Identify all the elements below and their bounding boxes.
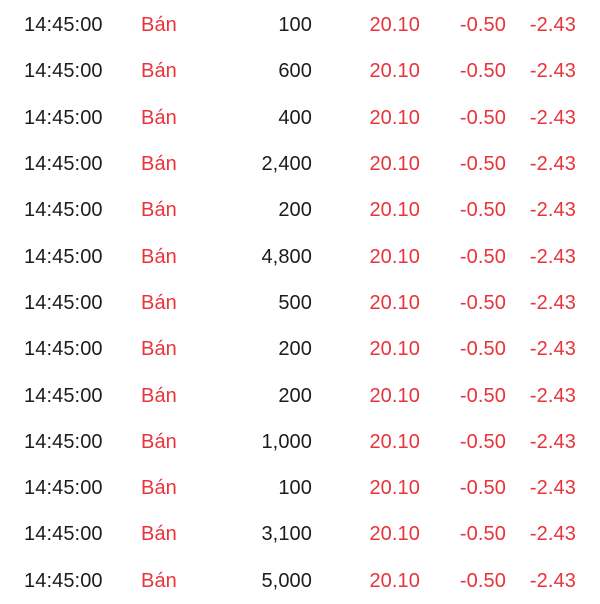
- trade-price: 20.10: [369, 384, 420, 407]
- trade-row[interactable]: [0, 280, 600, 326]
- trade-side: Bán: [141, 338, 177, 361]
- trade-change-percent: -2.43: [529, 569, 576, 592]
- trade-change: -0.50: [459, 338, 506, 361]
- trade-time: 14:45:00: [24, 384, 103, 407]
- trade-row[interactable]: [0, 187, 600, 233]
- trade-change-percent: -2.43: [529, 106, 576, 129]
- trade-change-percent: -2.43: [529, 153, 576, 176]
- trade-volume: 200: [278, 199, 312, 222]
- trade-row[interactable]: [0, 419, 600, 465]
- trade-side: Bán: [141, 14, 177, 37]
- trade-change-percent: -2.43: [529, 338, 576, 361]
- trade-row[interactable]: [0, 511, 600, 557]
- trade-side: Bán: [141, 60, 177, 83]
- trade-change: -0.50: [459, 199, 506, 222]
- trade-change: -0.50: [459, 245, 506, 268]
- trade-volume: 200: [278, 384, 312, 407]
- trade-volume: 500: [278, 291, 312, 314]
- trade-time: 14:45:00: [24, 199, 103, 222]
- trade-change-percent: -2.43: [529, 430, 576, 453]
- trade-price: 20.10: [369, 106, 420, 129]
- trade-side: Bán: [141, 477, 177, 500]
- trade-change: -0.50: [459, 106, 506, 129]
- trade-row[interactable]: [0, 48, 600, 94]
- trade-change-percent: -2.43: [529, 199, 576, 222]
- trade-price: 20.10: [369, 153, 420, 176]
- trade-row[interactable]: [0, 326, 600, 372]
- trade-time: 14:45:00: [24, 245, 103, 268]
- trade-change: -0.50: [459, 14, 506, 37]
- trade-volume: 200: [278, 338, 312, 361]
- trade-change-percent: -2.43: [529, 245, 576, 268]
- trade-price: 20.10: [369, 569, 420, 592]
- trade-change-percent: -2.43: [529, 384, 576, 407]
- trade-side: Bán: [141, 430, 177, 453]
- trade-time: 14:45:00: [24, 60, 103, 83]
- trade-side: Bán: [141, 291, 177, 314]
- trade-change-percent: -2.43: [529, 291, 576, 314]
- trade-price: 20.10: [369, 60, 420, 83]
- trade-time: 14:45:00: [24, 477, 103, 500]
- trade-price: 20.10: [369, 291, 420, 314]
- trade-side: Bán: [141, 384, 177, 407]
- trade-price: 20.10: [369, 523, 420, 546]
- trade-time: 14:45:00: [24, 523, 103, 546]
- trade-price: 20.10: [369, 199, 420, 222]
- trade-volume: 1,000: [261, 430, 312, 453]
- trade-row[interactable]: [0, 372, 600, 418]
- trade-price: 20.10: [369, 430, 420, 453]
- trade-volume: 100: [278, 477, 312, 500]
- trade-volume: 3,100: [261, 523, 312, 546]
- trade-side: Bán: [141, 106, 177, 129]
- trade-row[interactable]: [0, 233, 600, 279]
- trade-price: 20.10: [369, 245, 420, 268]
- trade-change: -0.50: [459, 384, 506, 407]
- trade-change: -0.50: [459, 291, 506, 314]
- trade-change: -0.50: [459, 477, 506, 500]
- trade-row[interactable]: [0, 465, 600, 511]
- trade-volume: 600: [278, 60, 312, 83]
- trade-side: Bán: [141, 569, 177, 592]
- trade-row[interactable]: [0, 2, 600, 48]
- trade-row[interactable]: [0, 141, 600, 187]
- trade-row[interactable]: [0, 558, 600, 604]
- trade-change-percent: -2.43: [529, 523, 576, 546]
- trade-side: Bán: [141, 245, 177, 268]
- trade-change: -0.50: [459, 430, 506, 453]
- trade-change-percent: -2.43: [529, 477, 576, 500]
- trade-volume: 400: [278, 106, 312, 129]
- trade-time: 14:45:00: [24, 14, 103, 37]
- trade-change: -0.50: [459, 153, 506, 176]
- trade-side: Bán: [141, 199, 177, 222]
- trade-time: 14:45:00: [24, 338, 103, 361]
- trade-change-percent: -2.43: [529, 14, 576, 37]
- trade-time: 14:45:00: [24, 153, 103, 176]
- trade-change-percent: -2.43: [529, 60, 576, 83]
- trade-row[interactable]: [0, 95, 600, 141]
- trade-time: 14:45:00: [24, 430, 103, 453]
- trade-side: Bán: [141, 523, 177, 546]
- trade-volume: 100: [278, 14, 312, 37]
- trade-side: Bán: [141, 153, 177, 176]
- trade-time: 14:45:00: [24, 291, 103, 314]
- trade-change: -0.50: [459, 60, 506, 83]
- trade-volume: 4,800: [261, 245, 312, 268]
- trade-volume: 2,400: [261, 153, 312, 176]
- trade-price: 20.10: [369, 338, 420, 361]
- trade-time: 14:45:00: [24, 106, 103, 129]
- trade-change: -0.50: [459, 569, 506, 592]
- trade-change: -0.50: [459, 523, 506, 546]
- trade-time: 14:45:00: [24, 569, 103, 592]
- trade-price: 20.10: [369, 14, 420, 37]
- trade-price: 20.10: [369, 477, 420, 500]
- trade-volume: 5,000: [261, 569, 312, 592]
